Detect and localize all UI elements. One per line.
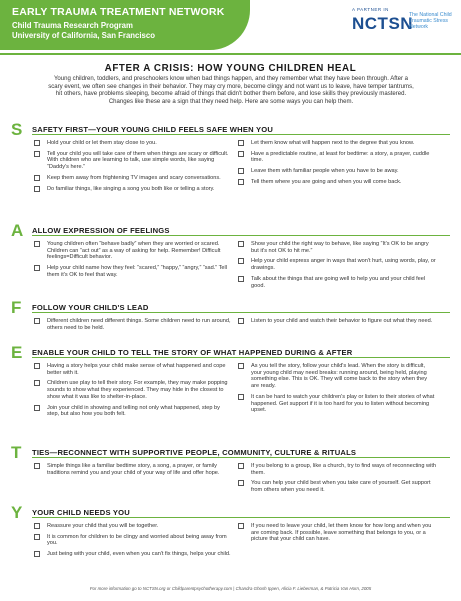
section-header — [0, 345, 461, 361]
checkbox-icon[interactable] — [238, 480, 244, 486]
checklist-item-text: Help your child express anger in ways that won't hurt, using words, play, or drawings. — [251, 258, 436, 272]
checklist-item — [34, 523, 232, 530]
section-title: SAFETY FIRST—YOUR YOUNG CHILD FEELS SAFE WHEN YOU — [32, 125, 274, 134]
section-header — [0, 223, 461, 239]
checklist-item — [238, 394, 436, 414]
checklist-item-text: As you tell the story, follow your child's lead. When the story is difficult, your young child may need breaks: running around, being held, playing something else. This is OK. They will come back to the story when they are ready. — [251, 363, 428, 390]
checklist-item — [238, 318, 436, 325]
checklist-item — [238, 276, 436, 289]
section-letter: E — [11, 343, 23, 362]
checklist-item-text: Have a predictable routine, at least for bedtime: a story, a prayer, cuddle time. — [251, 150, 430, 164]
checkbox-icon[interactable] — [34, 140, 40, 146]
checklist-item — [34, 140, 232, 147]
checkbox-icon[interactable] — [34, 265, 40, 271]
checklist-item — [238, 463, 436, 476]
header-banner — [0, 0, 250, 50]
checklist-item — [34, 186, 232, 193]
checklist-item — [238, 258, 436, 271]
checklist-item-text: Simple things like a familiar bedtime story, a song, a prayer, or family traditions remind you and your child of your way of life and offer hope. — [47, 463, 220, 476]
checkbox-icon[interactable] — [238, 140, 244, 146]
checklist-item-text: Children use play to tell their story. For example, they may make popping sounds to show what they experienced. They may hide in the closest to show what it was like to shelter-in-place. — [47, 380, 228, 400]
checkbox-icon[interactable] — [34, 175, 40, 181]
checklist-item-text: Having a story helps your child make sense of what happened and cope better with it. — [47, 363, 226, 376]
section-rule — [32, 312, 450, 313]
section-rule — [32, 457, 450, 458]
checklist-item-text: If you belong to a group, like a church, try to find ways of reconnecting with them. — [251, 463, 437, 476]
section-letter: F — [11, 298, 22, 317]
checklist-column-right — [238, 140, 436, 190]
checklist-item-text: Tell your child you will take care of them when things are scary or difficult. With children who are learning to talk, use simple words, like saying “Daddy's here.” — [47, 150, 229, 171]
checklist-item-text: Just being with your child, even when you can't fix things, helps your child. — [47, 551, 231, 558]
checklist-item — [34, 175, 232, 182]
checklist-item-text: Help your child name how they feel: “scared,” “happy,” “angry,” “sad.” Tell them it's OK to feel that way. — [47, 265, 228, 278]
checklist-column-left — [34, 363, 232, 422]
checkbox-icon[interactable] — [34, 523, 40, 529]
checklist-item — [34, 405, 232, 418]
checklist-column-left — [34, 140, 232, 196]
checkbox-icon[interactable] — [34, 318, 40, 324]
checklist-column-left — [34, 523, 232, 562]
section-rule — [32, 235, 450, 236]
checklist-item-text: Keep them away from frightening TV images and scary conversations. — [47, 174, 221, 181]
checklist-item-text: Reassure your child that you will be together. — [47, 523, 159, 529]
checklist-item — [34, 318, 232, 331]
checklist-item — [34, 241, 232, 261]
checklist-column-left — [34, 463, 232, 480]
logo-tagline: The National Child Traumatic Stress Network — [409, 12, 452, 31]
checkbox-icon[interactable] — [238, 258, 244, 264]
header-divider — [0, 53, 461, 55]
checklist-item — [238, 151, 436, 164]
checklist-column-right — [238, 363, 436, 418]
checklist-column-right — [238, 463, 436, 498]
section-letter: A — [11, 221, 24, 240]
checkbox-icon[interactable] — [238, 523, 244, 529]
university-name: University of California, San Francisco — [12, 31, 155, 40]
section-header — [0, 122, 461, 138]
checkbox-icon[interactable] — [238, 463, 244, 469]
checklist-item-text: Join your child in showing and telling not only what happened, step by step, but also how you both felt. — [47, 404, 220, 418]
section-header — [0, 445, 461, 461]
checklist-item-text: Hold your child or let them stay close to you. — [47, 140, 157, 146]
checkbox-icon[interactable] — [34, 186, 40, 192]
checklist-item — [34, 463, 232, 476]
section-title: YOUR CHILD NEEDS YOU — [32, 508, 130, 517]
checklist-item-text: Show your child the right way to behave, like saying “It's OK to be angry but it's not OK to hit me.” — [251, 241, 429, 254]
checkbox-icon[interactable] — [34, 241, 40, 247]
checklist-item — [238, 140, 436, 147]
footer-credits: For more information go to NCTSN.org or Childparentpsychotherapy.com | Chandra Ghosh Ippen, Alicia F. Lieberman, & Patricia Van Horn, 2005 — [89, 586, 372, 591]
logo-partner-text: A PARTNER IN — [352, 7, 389, 12]
checklist-item — [34, 534, 232, 547]
checkbox-icon[interactable] — [34, 151, 40, 157]
checklist-item-text: Listen to your child and watch their behavior to figure out what they need. — [251, 318, 433, 324]
checkbox-icon[interactable] — [238, 179, 244, 185]
checkbox-icon[interactable] — [34, 463, 40, 469]
checklist-item — [34, 151, 232, 171]
checklist-item — [34, 265, 232, 278]
intro-paragraph: Young children, toddlers, and preschoolers know when bad things happen, and they remember what they have been through. After a scary event, we often see changes in their behavior. They may cry more, become clingy and not want us to leave, have temper tantrums, hit others, have problems sleeping, become afraid of things that didn't bother them before, and lose skills they previously mastered. Changes like these are a sign that they need help. Here are some ways you can help them. — [48, 76, 414, 105]
checklist-column-left — [34, 318, 232, 335]
checklist-item-text: If you need to leave your child, let them know for how long and when you are coming back. If possible, leave something that belongs to you, or a picture that your child can have. — [251, 523, 432, 543]
section-header — [0, 505, 461, 521]
checklist-column-right — [238, 241, 436, 293]
checklist-column-right — [238, 523, 436, 547]
checkbox-icon[interactable] — [34, 363, 40, 369]
checklist-item-text: It can be hard to watch your children's play or listen to their stories of what happened. Get support if it is too hard for you to listen without becoming upset. — [251, 393, 435, 414]
checklist-item — [238, 168, 436, 175]
checkbox-icon[interactable] — [238, 276, 244, 282]
checkbox-icon[interactable] — [34, 551, 40, 557]
checklist-item-text: Young children often “behave badly” when they are worried or scared. Children can “act out” as a way of asking for help. Remember! Difficult feelings=Difficult behavior. — [47, 241, 221, 261]
checklist-item-text: It is common for children to be clingy and worried about being away from you. — [47, 533, 227, 547]
nctsn-logo — [352, 7, 457, 51]
checklist-item — [238, 179, 436, 186]
checklist-item-text: Leave them with familiar people when you have to be away. — [251, 168, 399, 175]
program-name: Child Trauma Research Program — [12, 21, 133, 30]
section-rule — [32, 517, 450, 518]
checklist-item — [238, 480, 436, 493]
checklist-column-left — [34, 241, 232, 283]
checklist-item-text: You can help your child best when you take care of yourself. Get support from others when you need it. — [251, 480, 431, 494]
section-title: ALLOW EXPRESSION OF FEELINGS — [32, 226, 170, 235]
checkbox-icon[interactable] — [34, 534, 40, 540]
checklist-item — [238, 523, 436, 543]
checklist-item-text: Tell them where you are going and when you will come back. — [251, 178, 402, 185]
checklist-item-text: Different children need different things. Some children need to run around, others need to be held. — [47, 318, 231, 331]
checklist-item — [34, 380, 232, 400]
checklist-item — [34, 363, 232, 376]
logo-wordmark: NCTSN — [352, 14, 414, 33]
org-name: EARLY TRAUMA TREATMENT NETWORK — [12, 6, 225, 18]
page-title: AFTER A CRISIS: HOW YOUNG CHILDREN HEAL — [104, 63, 357, 74]
checklist-item — [238, 363, 436, 390]
section-title: ENABLE YOUR CHILD TO TELL THE STORY OF WHAT HAPPENED DURING & AFTER — [32, 348, 353, 357]
section-rule — [32, 357, 450, 358]
checkbox-icon[interactable] — [238, 151, 244, 157]
checklist-item-text: Do familiar things, like singing a song you both like or telling a story. — [47, 185, 215, 192]
checkbox-icon[interactable] — [34, 380, 40, 386]
checkbox-icon[interactable] — [238, 168, 244, 174]
checkbox-icon[interactable] — [34, 405, 40, 411]
section-letter: Y — [11, 503, 23, 522]
section-letter: S — [11, 120, 23, 139]
checkbox-icon[interactable] — [238, 394, 244, 400]
checkbox-icon[interactable] — [238, 318, 244, 324]
section-title: TIES—RECONNECT WITH SUPPORTIVE PEOPLE, COMMUNITY, CULTURE & RITUALS — [32, 448, 357, 457]
section-rule — [32, 134, 450, 135]
checklist-item-text: Talk about the things that are going well to help you and your child feel good. — [251, 275, 426, 289]
section-letter: T — [11, 443, 22, 462]
page-header — [0, 0, 461, 62]
section-title: FOLLOW YOUR CHILD'S LEAD — [32, 303, 149, 312]
section-header — [0, 300, 461, 316]
checkbox-icon[interactable] — [238, 241, 244, 247]
checklist-column-right — [238, 318, 436, 329]
checklist-item — [238, 241, 436, 254]
checklist-item — [34, 551, 232, 558]
checklist-item-text: Let them know what will happen next to the degree that you know. — [251, 140, 415, 146]
checkbox-icon[interactable] — [238, 363, 244, 369]
